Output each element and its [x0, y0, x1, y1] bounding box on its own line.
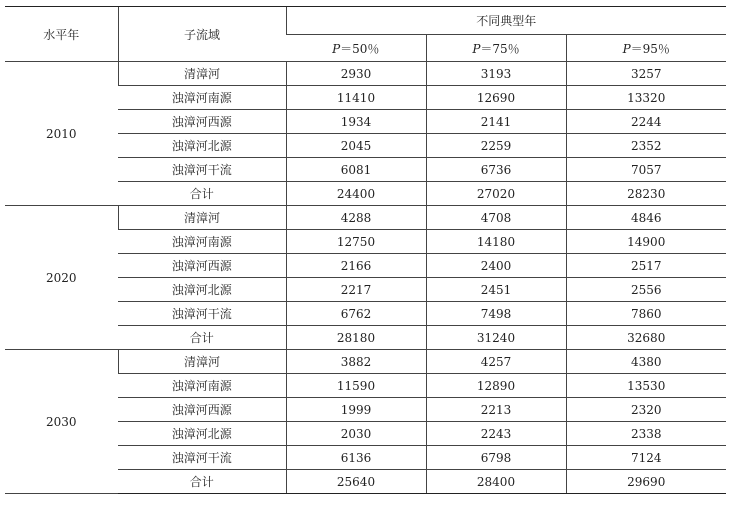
- header-typical-years: 不同典型年: [286, 7, 726, 35]
- value-cell: 2166: [286, 254, 426, 278]
- subbasin-cell: 合计: [118, 470, 286, 494]
- value-cell: 2400: [426, 254, 566, 278]
- value-cell: 4846: [566, 206, 726, 230]
- value-cell: 7498: [426, 302, 566, 326]
- value-cell: 2045: [286, 134, 426, 158]
- value-cell: 4257: [426, 350, 566, 374]
- subbasin-cell: 浊漳河干流: [118, 302, 286, 326]
- value-cell: 2556: [566, 278, 726, 302]
- value-cell: 31240: [426, 326, 566, 350]
- value-cell: 2451: [426, 278, 566, 302]
- subbasin-cell: 浊漳河西源: [118, 398, 286, 422]
- p-symbol: P: [622, 41, 631, 56]
- subbasin-cell: 浊漳河北源: [118, 134, 286, 158]
- subbasin-cell: 浊漳河北源: [118, 278, 286, 302]
- value-cell: 32680: [566, 326, 726, 350]
- value-cell: 1934: [286, 110, 426, 134]
- table-row: [5, 350, 726, 374]
- table-row: [5, 62, 726, 86]
- header-level-year: 水平年: [5, 7, 118, 62]
- value-cell: 6081: [286, 158, 426, 182]
- subbasin-cell: 合计: [118, 326, 286, 350]
- value-cell: 2030: [286, 422, 426, 446]
- value-cell: 3193: [426, 62, 566, 86]
- value-cell: 14900: [566, 230, 726, 254]
- value-cell: 24400: [286, 182, 426, 206]
- value-cell: 2259: [426, 134, 566, 158]
- value-cell: 27020: [426, 182, 566, 206]
- value-cell: 2243: [426, 422, 566, 446]
- value-cell: 2930: [286, 62, 426, 86]
- p-value: ＝75％: [480, 41, 520, 56]
- value-cell: 2244: [566, 110, 726, 134]
- p-value: ＝50％: [340, 41, 380, 56]
- value-cell: 2213: [426, 398, 566, 422]
- header-subbasin: 子流域: [118, 7, 286, 62]
- value-cell: 6762: [286, 302, 426, 326]
- value-cell: 7124: [566, 446, 726, 470]
- value-cell: 4708: [426, 206, 566, 230]
- value-cell: 7860: [566, 302, 726, 326]
- value-cell: 12750: [286, 230, 426, 254]
- level-year-cell: 2010: [5, 62, 118, 206]
- p-symbol: P: [472, 41, 481, 56]
- subbasin-cell: 合计: [118, 182, 286, 206]
- value-cell: 4288: [286, 206, 426, 230]
- value-cell: 14180: [426, 230, 566, 254]
- header-p50: [286, 35, 426, 62]
- header-p75: [426, 35, 566, 62]
- subbasin-cell: 浊漳河南源: [118, 374, 286, 398]
- value-cell: 28230: [566, 182, 726, 206]
- p-symbol: P: [332, 41, 341, 56]
- subbasin-cell: 浊漳河西源: [118, 254, 286, 278]
- value-cell: 28400: [426, 470, 566, 494]
- subbasin-cell: 浊漳河西源: [118, 110, 286, 134]
- value-cell: 2352: [566, 134, 726, 158]
- p-value: ＝95％: [630, 41, 670, 56]
- value-cell: 2141: [426, 110, 566, 134]
- value-cell: 28180: [286, 326, 426, 350]
- value-cell: 12890: [426, 374, 566, 398]
- subbasin-cell: 浊漳河北源: [118, 422, 286, 446]
- header-p95: [566, 35, 726, 62]
- table-header: [5, 7, 726, 62]
- value-cell: 12690: [426, 86, 566, 110]
- subbasin-cell: 浊漳河南源: [118, 230, 286, 254]
- value-cell: 7057: [566, 158, 726, 182]
- value-cell: 11590: [286, 374, 426, 398]
- value-cell: 11410: [286, 86, 426, 110]
- subbasin-cell: 清漳河: [118, 350, 286, 374]
- header-row-1: [5, 7, 726, 35]
- value-cell: 13530: [566, 374, 726, 398]
- subbasin-cell: 清漳河: [118, 62, 286, 86]
- value-cell: 13320: [566, 86, 726, 110]
- water-demand-table: [5, 6, 726, 494]
- value-cell: 2320: [566, 398, 726, 422]
- subbasin-cell: 浊漳河干流: [118, 446, 286, 470]
- value-cell: 6798: [426, 446, 566, 470]
- level-year-cell: 2030: [5, 350, 118, 494]
- value-cell: 3882: [286, 350, 426, 374]
- value-cell: 4380: [566, 350, 726, 374]
- value-cell: 6736: [426, 158, 566, 182]
- value-cell: 2217: [286, 278, 426, 302]
- table-row: [5, 206, 726, 230]
- value-cell: 2338: [566, 422, 726, 446]
- subbasin-cell: 浊漳河干流: [118, 158, 286, 182]
- value-cell: 29690: [566, 470, 726, 494]
- subbasin-cell: 清漳河: [118, 206, 286, 230]
- subbasin-cell: 浊漳河南源: [118, 86, 286, 110]
- value-cell: 1999: [286, 398, 426, 422]
- value-cell: 2517: [566, 254, 726, 278]
- table-body: [5, 62, 726, 494]
- value-cell: 3257: [566, 62, 726, 86]
- value-cell: 25640: [286, 470, 426, 494]
- value-cell: 6136: [286, 446, 426, 470]
- level-year-cell: 2020: [5, 206, 118, 350]
